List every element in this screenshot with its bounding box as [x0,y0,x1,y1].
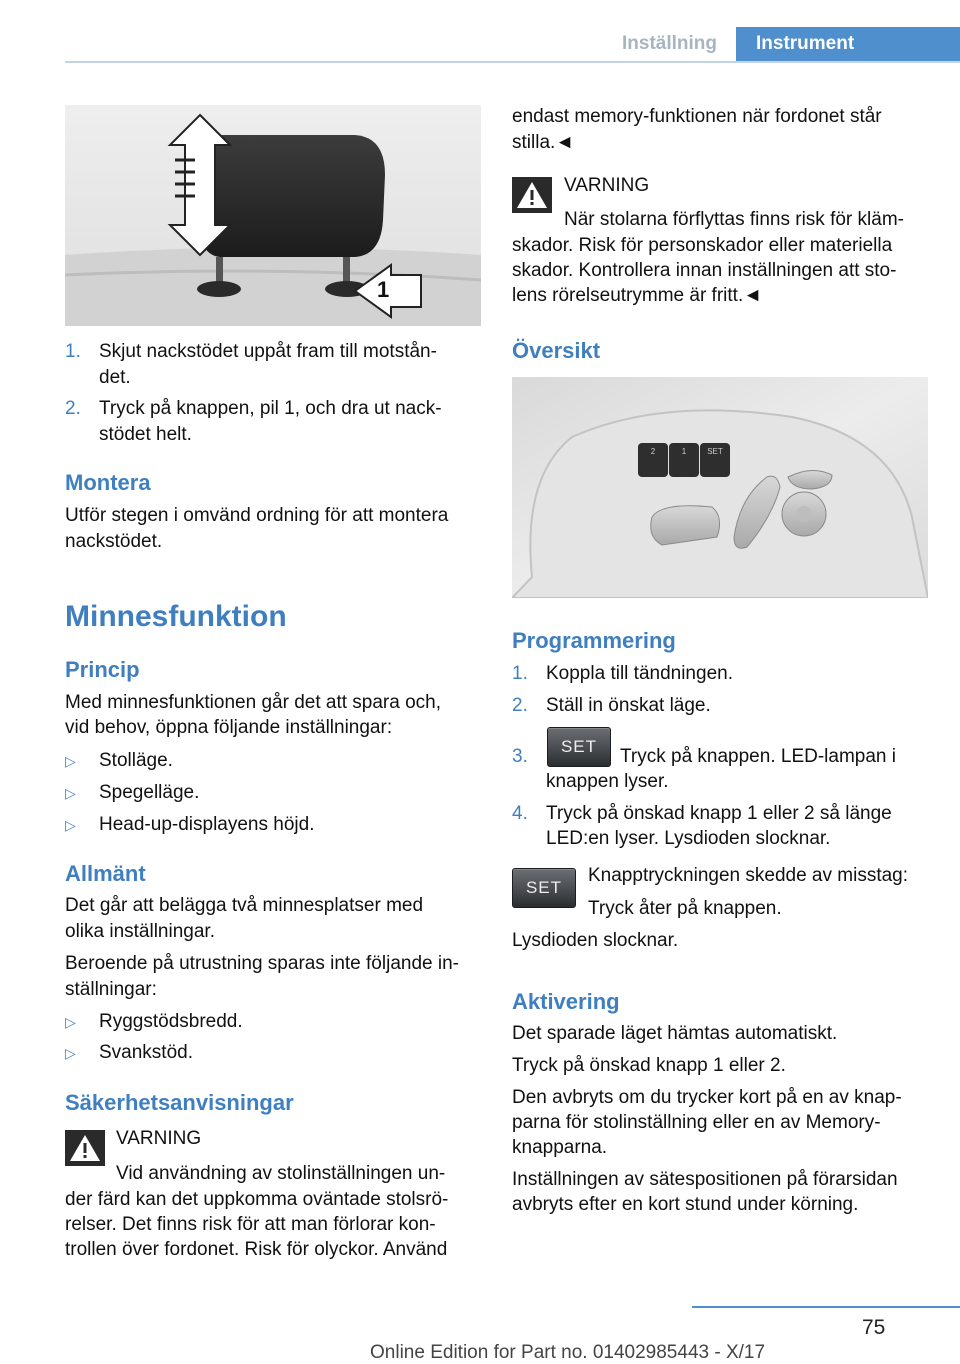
paragraph: olika inställningar. [65,921,215,942]
warning-text: der färd kan det uppkomma oväntade stolsrö- [65,1189,449,1210]
bullet-icon: ▷ [65,1014,76,1030]
step-text: Koppla till tändningen. [546,663,733,684]
warning-text: Vid användning av stolinställningen un- [116,1163,446,1184]
paragraph: vid behov, öppna följande inställningar: [65,717,393,738]
heading-allmant: Allmänt [65,861,146,886]
heading-programmering: Programmering [512,628,676,653]
paragraph: ställningar: [65,979,157,1000]
paragraph: Lysdioden slocknar. [512,930,679,951]
step-text: Tryck på knappen, pil 1, och dra ut nack- [99,398,442,419]
heading-princip: Princip [65,657,140,682]
paragraph: stilla.◄ [512,132,575,153]
bullet-icon: ▷ [65,817,76,833]
headrest-illustration [65,105,481,326]
warning-icon [65,1130,105,1166]
warning-title: VARNING [564,175,650,196]
warning-text: När stolarna förflyttas finns risk för kläm- [564,209,904,230]
memory-key-2: 2 [650,447,656,456]
step-text: knappen lyser. [546,771,669,792]
bullet-icon: ▷ [65,753,76,769]
paragraph: Beroende på utrustning sparas inte följande in- [65,953,459,974]
footer-rule [692,1306,960,1308]
step-number: 1. [512,663,528,684]
step-text: LED:en lyser. Lysdioden slocknar. [546,828,831,849]
bullet-item: Ryggstödsbredd. [99,1011,243,1032]
edition-footer: Online Edition for Part no. 01402985443 - X/17 [370,1342,766,1363]
paragraph: Den avbryts om du trycker kort på en av knap- [512,1087,902,1108]
heading-montera: Montera [65,470,151,495]
paragraph: Inställningen av sätespositionen på förarsidan [512,1169,898,1190]
paragraph: parna för stolinställning eller en av Memory- [512,1112,881,1133]
step-number: 2. [65,398,81,419]
step-text: stödet helt. [99,424,192,445]
note-text: Tryck åter på knappen. [588,898,782,919]
step-text: Tryck på önskad knapp 1 eller 2 så länge [546,803,892,824]
header-rule [65,61,960,63]
step-number: 2. [512,695,528,716]
memory-key-1: 1 [681,447,687,456]
paragraph: Det går att belägga två minnesplatser med [65,895,424,916]
heading-aktivering: Aktivering [512,989,620,1014]
paragraph: knapparna. [512,1137,608,1158]
paragraph: Tryck på önskad knapp 1 eller 2. [512,1055,786,1076]
memory-key-set: SET [707,447,723,456]
tab-installning[interactable]: Inställning [622,33,717,54]
seat-controls-photo [512,377,928,598]
warning-icon [512,177,552,213]
warning-title: VARNING [116,1128,202,1149]
step-text: Skjut nackstödet uppåt fram till motstån- [99,341,437,362]
paragraph: Med minnesfunktionen går det att spara och, [65,692,442,713]
step-text: det. [99,367,131,388]
bullet-icon: ▷ [65,1045,76,1061]
heading-sakerhetsanvisningar: Säkerhetsanvisningar [65,1090,294,1115]
paragraph: Det sparade läget hämtas automatiskt. [512,1023,838,1044]
paragraph: avbryts efter en kort stund under körning. [512,1194,859,1215]
bullet-item: Spegelläge. [99,782,200,803]
set-button-icon: SET [512,868,576,908]
warning-text: skador. Kontrollera innan inställningen att sto- [512,260,897,281]
heading-oversikt: Översikt [512,338,601,363]
warning-text: lens rörelseutrymme är fritt.◄ [512,285,763,306]
paragraph: endast memory-funktionen när fordonet står [512,106,882,127]
paragraph: nackstödet. [65,531,163,552]
warning-text: trollen över fordonet. Risk för olyckor. Använd [65,1239,448,1260]
set-button-icon: SET [547,727,611,767]
header-tabs [0,27,960,61]
step-number: 4. [512,803,528,824]
bullet-item: Head-up-displayens höjd. [99,814,315,835]
bullet-item: Svankstöd. [99,1042,193,1063]
tab-instrument[interactable]: Instrument [736,27,960,61]
heading-minnesfunktion: Minnesfunktion [65,600,287,633]
step-text: Tryck på knappen. LED-lampan i [620,746,896,767]
step-text: Ställ in önskat läge. [546,695,711,716]
figure-callout-1: 1 [377,277,390,302]
page-number: 75 [862,1316,886,1339]
step-number: 1. [65,341,81,362]
bullet-icon: ▷ [65,785,76,801]
warning-text: skador. Risk för personskador eller materiella [512,235,893,256]
note-text: Knapptryckningen skedde av misstag: [588,865,909,886]
paragraph: Utför stegen i omvänd ordning för att montera [65,505,449,526]
step-number: 3. [512,746,528,767]
warning-text: relser. Det finns risk för att man förlorar kon- [65,1214,436,1235]
bullet-item: Stolläge. [99,750,173,771]
